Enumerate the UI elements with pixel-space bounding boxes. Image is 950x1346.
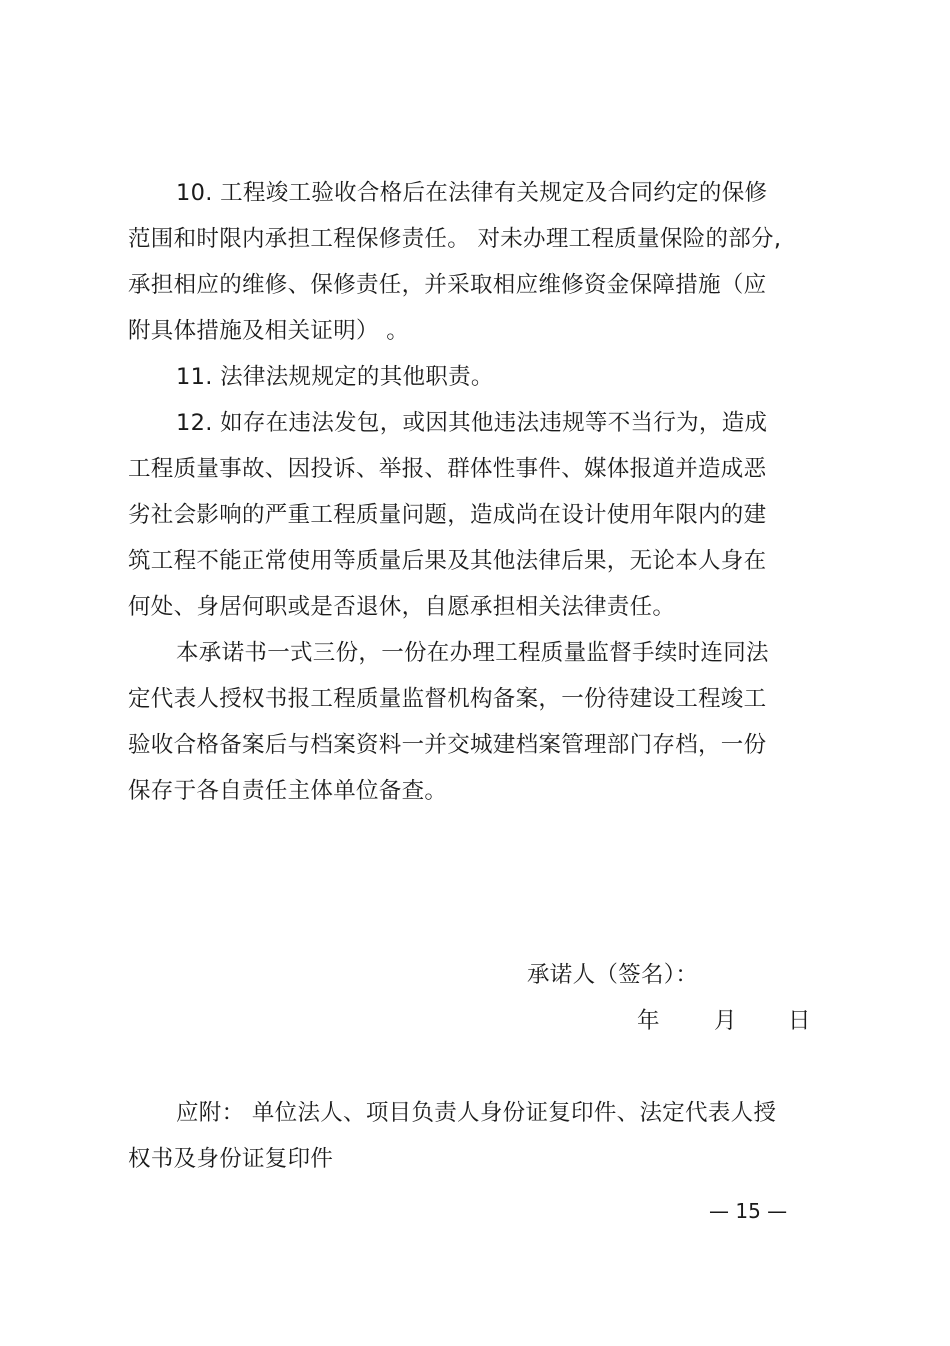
date-month: 月 [714, 1008, 737, 1034]
attachment-line-2: 权书及身份证复印件 [128, 1146, 334, 1172]
item-12-line-4: 筑工程不能正常使用等质量后果及其他法律后果，无论本人身在 [128, 548, 767, 574]
copies-line-2: 定代表人授权书报工程质量监督机构备案，一份待建设工程竣工 [128, 686, 767, 712]
signature-label: 承诺人（签名）： [527, 962, 699, 988]
date-day: 日 [788, 1008, 811, 1034]
page-number: — 15 — [709, 1199, 788, 1223]
item-12-line-3: 劣社会影响的严重工程质量问题，造成尚在设计使用年限内的建 [128, 502, 767, 528]
item-12-line-1: 12. 如存在违法发包，或因其他违法违规等不当行为，造成 [176, 410, 768, 436]
copies-line-1: 本承诺书一式三份，一份在办理工程质量监督手续时连同法 [176, 640, 769, 666]
item-12-line-5: 何处、身居何职或是否退休，自愿承担相关法律责任。 [128, 594, 676, 620]
item-10-line-1: 10. 工程竣工验收合格后在法律有关规定及合同约定的保修 [176, 180, 768, 206]
copies-line-3: 验收合格备案后与档案资料一并交城建档案管理部门存档，一份 [128, 732, 767, 758]
attachment-line-1: 应附： 单位法人、项目负责人身份证复印件、法定代表人授 [176, 1100, 777, 1126]
item-11-line-1: 11. 法律法规规定的其他职责。 [176, 364, 494, 390]
item-10-line-3: 承担相应的维修、保修责任，并采取相应维修资金保障措施（应 [128, 272, 767, 298]
item-10-line-4: 附具体措施及相关证明） 。 [128, 318, 410, 344]
date-year: 年 [637, 1008, 660, 1034]
item-10-line-2: 范围和时限内承担工程保修责任。 对未办理工程质量保险的部分, [128, 226, 782, 252]
copies-line-4: 保存于各自责任主体单位备查。 [128, 778, 448, 804]
item-12-line-2: 工程质量事故、因投诉、举报、群体性事件、媒体报道并造成恶 [128, 456, 767, 482]
